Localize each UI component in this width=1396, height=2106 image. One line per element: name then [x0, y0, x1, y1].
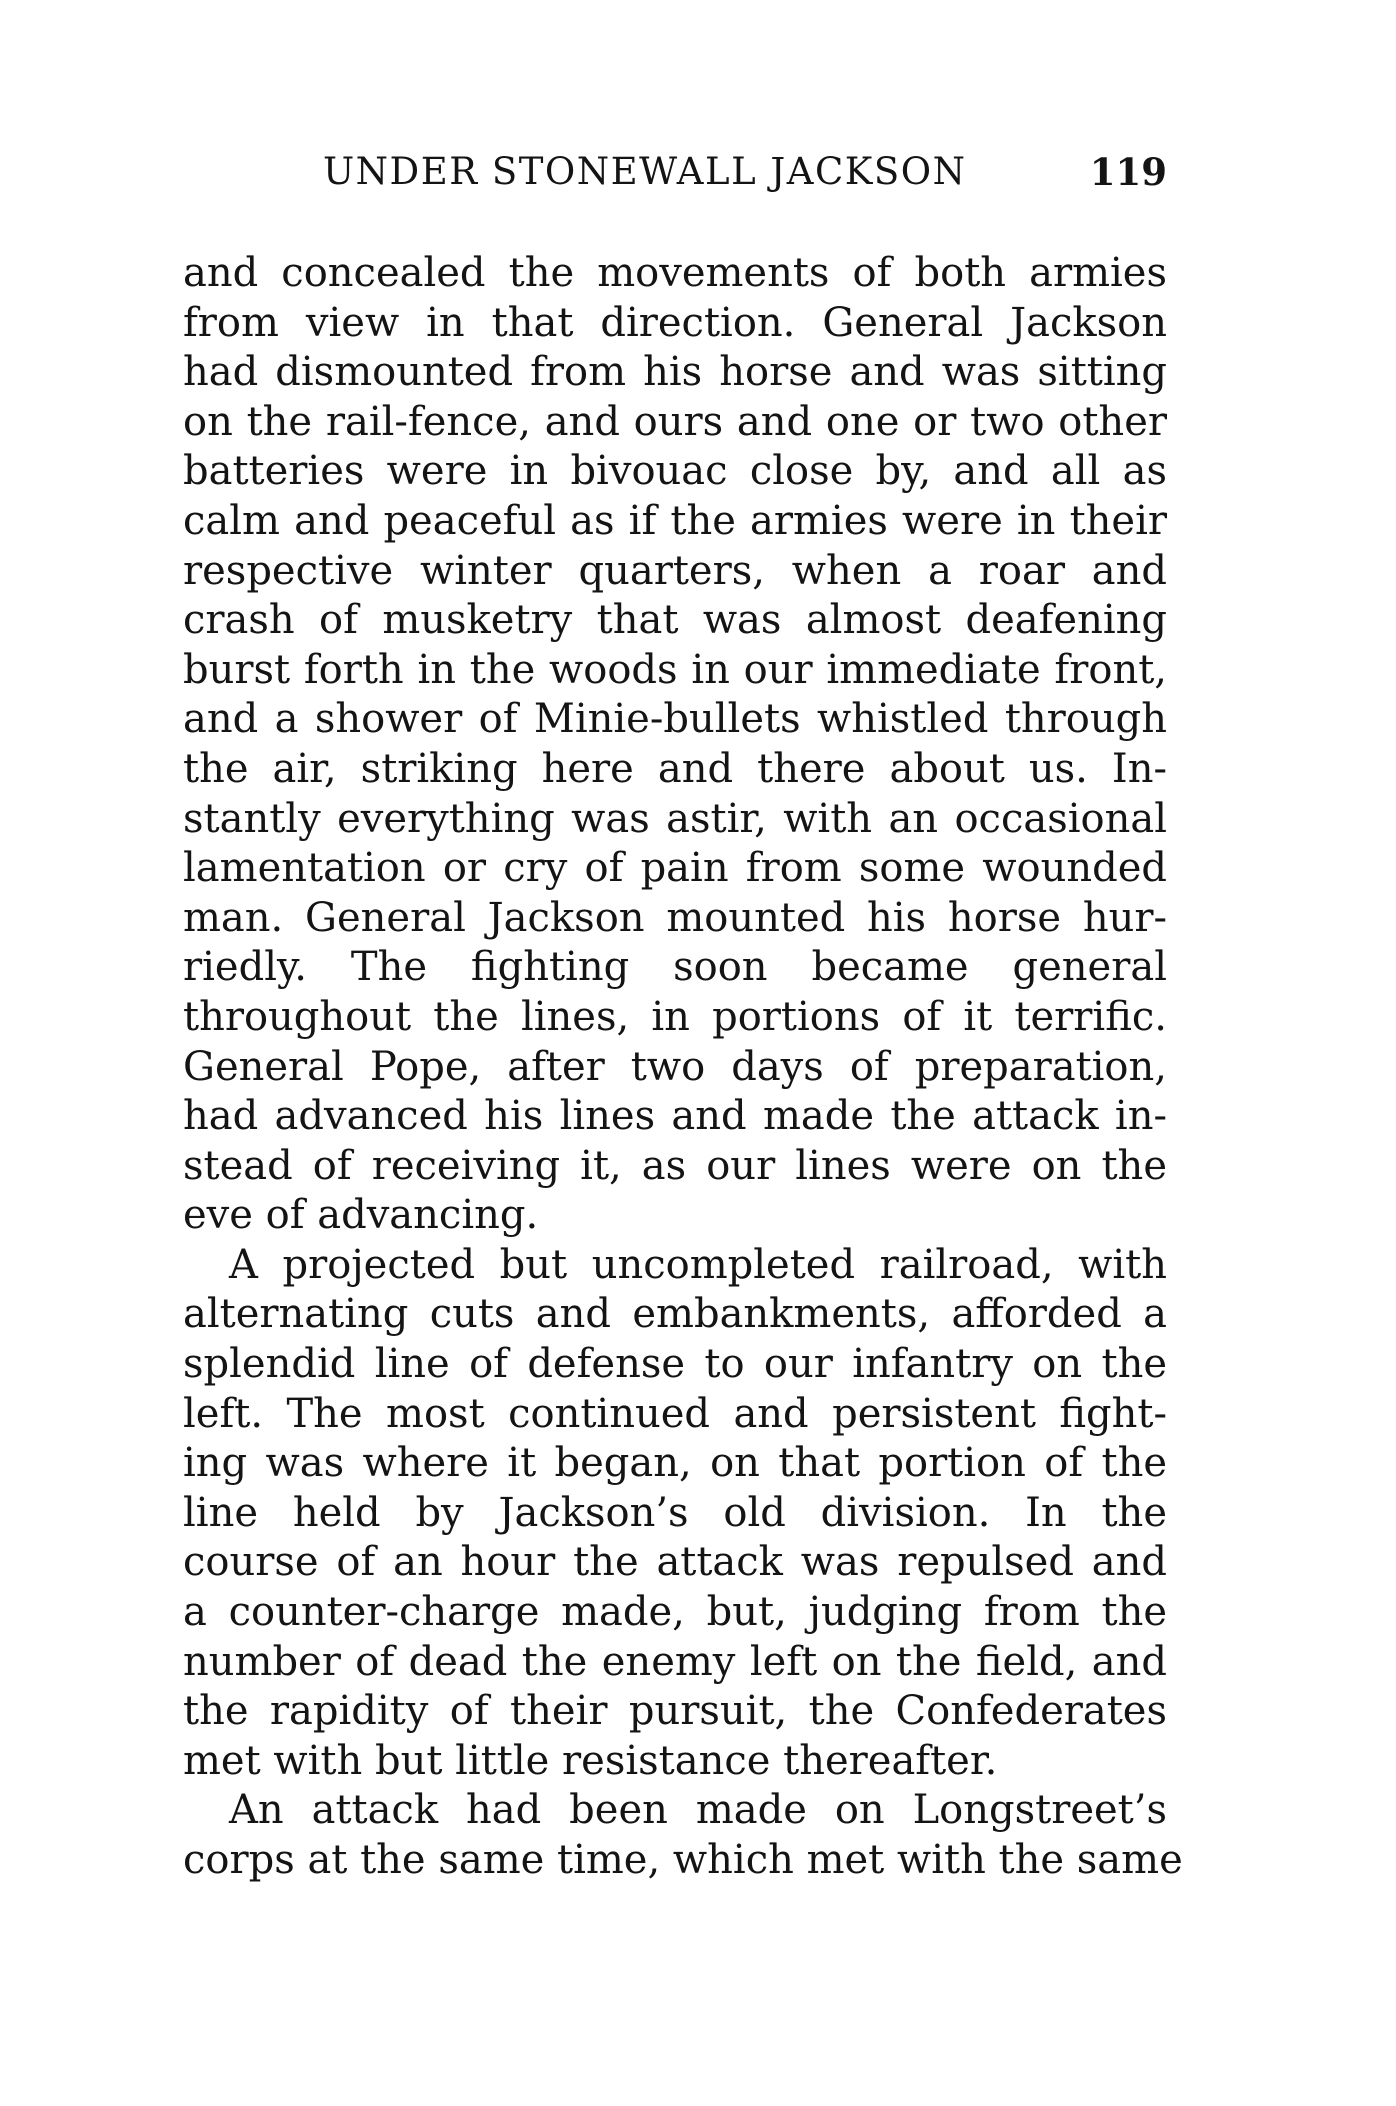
text-line: ing was where it began, on that portion of the: [183, 1440, 1167, 1487]
text-line: respective winter quarters, when a roar and: [183, 547, 1167, 594]
text-line: corps at the same time, which met with the same: [183, 1837, 1183, 1883]
paragraph-start-line: An attack had been made on Longstreet’s: [229, 1787, 1167, 1834]
text-line: the rapidity of their pursuit, the Confederates: [183, 1688, 1167, 1735]
text-line: throughout the lines, in portions of it terrific.: [183, 993, 1167, 1040]
text-line: riedly. The fighting soon became general: [183, 944, 1167, 991]
text-line: and concealed the movements of both armies: [183, 250, 1167, 296]
text-line: General Pope, after two days of preparation,: [183, 1043, 1167, 1090]
page-header: [183, 150, 1167, 210]
text-line: the air, striking here and there about us. In-: [183, 745, 1167, 792]
text-line: stantly everything was astir, with an occasional: [183, 795, 1167, 842]
paragraph-end-line: met with but little resistance thereafter.: [183, 1737, 998, 1784]
text-line: alternating cuts and embankments, afforded a: [183, 1291, 1167, 1338]
text-line: left. The most continued and persistent fight-: [183, 1390, 1167, 1437]
paragraph-start-line: A projected but uncompleted railroad, with: [229, 1241, 1167, 1288]
text-line: from view in that direction. General Jackson: [183, 299, 1167, 346]
text-line: batteries were in bivouac close by, and all as: [183, 448, 1167, 495]
text-line: a counter-charge made, but, judging from the: [183, 1589, 1167, 1636]
body-text: [183, 249, 1183, 1886]
text-line: lamentation or cry of pain from some wounded: [183, 845, 1167, 892]
text-line: crash of musketry that was almost deafening: [183, 597, 1167, 644]
text-line: man. General Jackson mounted his horse hur-: [183, 894, 1167, 941]
text-line: number of dead the enemy left on the field, and: [183, 1638, 1167, 1685]
text-line: on the rail-fence, and ours and one or two other: [183, 398, 1167, 445]
text-line: line held by Jackson’s old division. In the: [183, 1489, 1167, 1536]
page-number: 119: [1089, 150, 1167, 194]
text-line: stead of receiving it, as our lines were on the: [183, 1142, 1167, 1189]
text-line: calm and peaceful as if the armies were in their: [183, 497, 1167, 544]
text-line: course of an hour the attack was repulsed and: [183, 1539, 1167, 1586]
running-title: UNDER STONEWALL JACKSON: [323, 150, 967, 193]
text-line: had dismounted from his horse and was sitting: [183, 349, 1167, 396]
text-line: burst forth in the woods in our immediate front,: [183, 646, 1167, 693]
text-line: and a shower of Minie-bullets whistled through: [183, 696, 1167, 743]
paragraph-end-line: eve of advancing.: [183, 1192, 539, 1239]
text-line: had advanced his lines and made the attack in-: [183, 1093, 1167, 1140]
text-line: splendid line of defense to our infantry on the: [183, 1341, 1167, 1388]
